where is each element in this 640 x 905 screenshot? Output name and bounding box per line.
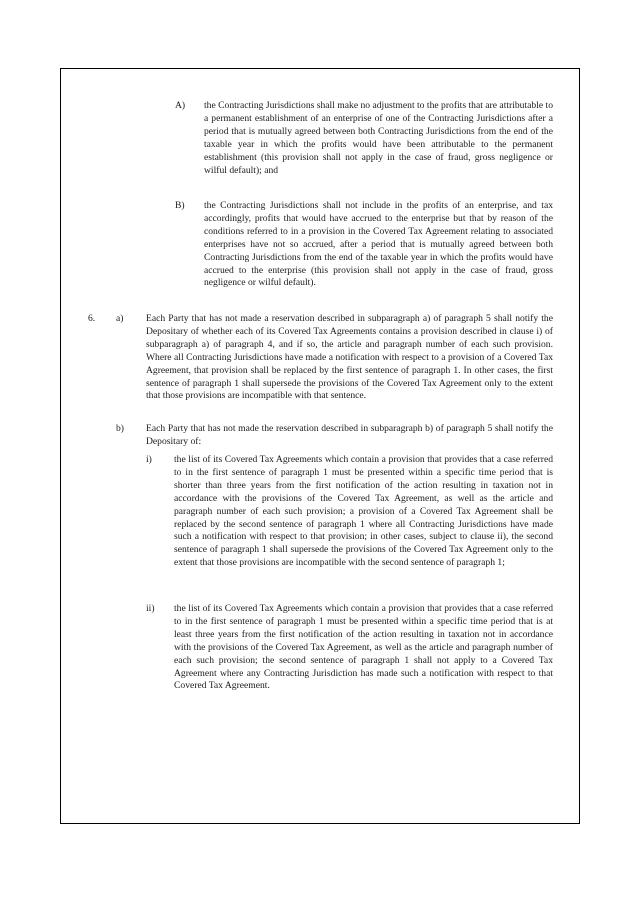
clause-a-label: A) [175, 100, 186, 111]
clause-a-text: the Contracting Jurisdictions shall make no adjustment to the profits that are attributable to a permanent establishment of an enterprise of one of the Contracting Jurisdictions after a period that is mutually agreed between both Contracting Jurisdictions from the end of the taxable year in which the profits would have been attributable to the permanent establishment (this provision shall not apply in the case of fraud, gross negligence or wilful default); and [204, 100, 553, 176]
clause-ii-text: the list of its Covered Tax Agreements which contain a provision that provides that a case referred to in the first sentence of paragraph 1 must be presented within a specific time period that is at least three years from the first notification of the action resulting in taxation not in accordance with the provisions of the Covered Tax Agreement, as well as the article and paragraph number of each such provision; the second sentence of paragraph 1 shall not apply to a Covered Tax Agreement where any Contracting Jurisdiction has made such a notification with respect to that Covered Tax Agreement. [174, 603, 553, 692]
clause-b-label: B) [175, 200, 185, 211]
paragraph-6-number: 6. [88, 313, 96, 324]
subparagraph-b-label: b) [116, 423, 124, 434]
subparagraph-a-text: Each Party that has not made a reservation described in subparagraph a) of paragraph 5 shall notify the Depositary of whether each of its Covered Tax Agreements contains a provision described in clause i) of subparagraph a) of paragraph 4, and if so, the article and paragraph number of each such provision. Where all Contracting Jurisdictions have made a notification with respect to a provision of a Covered Tax Agreement, that provision shall be replaced by the first sentence of paragraph 1. In other cases, the first sentence of paragraph 1 shall supersede the provisions of the Covered Tax Agreement only to the extent that those provisions are incompatible with that sentence. [146, 313, 553, 402]
clause-i-label: i) [146, 454, 152, 465]
subparagraph-a-label: a) [116, 313, 124, 324]
clause-b-text: the Contracting Jurisdictions shall not include in the profits of an enterprise, and tax accordingly, profits that would have accrued to the enterprise but that by reason of the conditions referred to in a provision in the Covered Tax Agreement relating to associated enterprises have not so accrued, after a period that is mutually agreed between both Contracting Jurisdictions from the end of the taxable year in which the profits would have accrued to the enterprise (this provision shall not apply in the case of fraud, gross negligence or wilful default). [204, 200, 553, 289]
clause-i-text: the list of its Covered Tax Agreements which contain a provision that provides that a case referred to in the first sentence of paragraph 1 must be presented within a specific time period that is shorter than three years from the first notification of the action resulting in taxation not in accordance with the provisions of the Covered Tax Agreement, as well as the article and paragraph number of each such provision; a provision of a Covered Tax Agreement shall be replaced by the second sentence of paragraph 1 where all Contracting Jurisdictions have made such a notification with respect to that provision; in other cases, subject to clause ii), the second sentence of paragraph 1 shall supersede the provisions of the Covered Tax Agreement only to the extent that those provisions are incompatible with the second sentence of paragraph 1; [174, 454, 553, 569]
clause-ii-label: ii) [146, 603, 155, 614]
subparagraph-b-text: Each Party that has not made the reservation described in subparagraph b) of paragraph 5 shall notify the Depositary of: [146, 423, 553, 447]
